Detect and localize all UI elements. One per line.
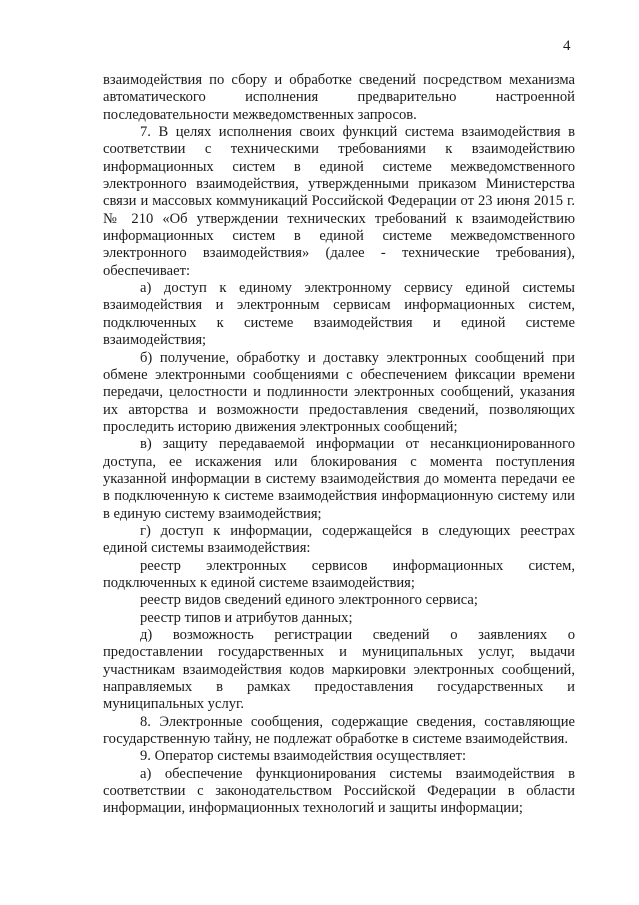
paragraph-clause-7-v: в) защиту передаваемой информации от несанкционированного доступа, ее искажения или блокирования с момента поступления указанной информации в систему взаимодействия до момента передачи ее в подключенную к системе взаимодействия информационную систему или в единую систему взаимодействия; [103, 436, 575, 522]
paragraph-clause-7-d: д) возможность регистрации сведений о заявлениях о предоставлении государственных и муниципальных услуг, выдачи участникам взаимодействия кодов маркировки электронных сообщений, направляемых в рамках предоставления государственных и муниципальных услуг. [103, 627, 575, 713]
paragraph-clause-7: 7. В целях исполнения своих функций система взаимодействия в соответствии с техническими требованиями к взаимодействию информационных систем в единой системе межведомственного электронного взаимодействия, утвержденными приказом Министерства связи и массовых коммуникаций Российской Федерации от 23 июня 2015 г. № 210 «Об утверждении технических требований к взаимодействию информационных систем в единой системе межведомственного электронного взаимодействия» (далее - технические требования), обеспечивает: [103, 124, 575, 279]
paragraph-clause-7-b: б) получение, обработку и доставку электронных сообщений при обмене электронными сообщениями с обеспечением фиксации времени передачи, целостности и подлинности электронных сообщений, указания их авторства и возможности предоставления сведений, позволяющих проследить историю движения электронных сообщений; [103, 349, 575, 435]
paragraph-clause-8: 8. Электронные сообщения, содержащие сведения, составляющие государственную тайну, не подлежат обработке в системе взаимодействия. [103, 713, 575, 748]
paragraph-clause-7-g: г) доступ к информации, содержащейся в следующих реестрах единой системы взаимодействия: [103, 522, 575, 557]
document-body [103, 72, 575, 818]
page-number: 4 [563, 38, 571, 54]
paragraph-intro-continuation: взаимодействия по сбору и обработке сведений посредством механизма автоматического исполнения предварительно настроенной последовательности межведомственных запросов. [103, 72, 575, 123]
paragraph-registry-services: реестр электронных сервисов информационных систем, подключенных к единой системе взаимодействия; [103, 557, 575, 591]
paragraph-clause-9-a: а) обеспечение функционирования системы взаимодействия в соответствии с законодательством Российской Федерации в области информации, информационных технологий и защиты информации; [103, 765, 575, 817]
paragraph-registry-data-types: реестр типов и атрибутов данных; [140, 609, 353, 626]
paragraph-registry-info-types: реестр видов сведений единого электронного сервиса; [140, 592, 478, 609]
paragraph-clause-7-a: а) доступ к единому электронному сервису единой системы взаимодействия и электронным сервисам информационных систем, подключенных к системе взаимодействия и единой системе взаимодействия; [103, 280, 575, 349]
paragraph-clause-9: 9. Оператор системы взаимодействия осуществляет: [140, 748, 467, 765]
